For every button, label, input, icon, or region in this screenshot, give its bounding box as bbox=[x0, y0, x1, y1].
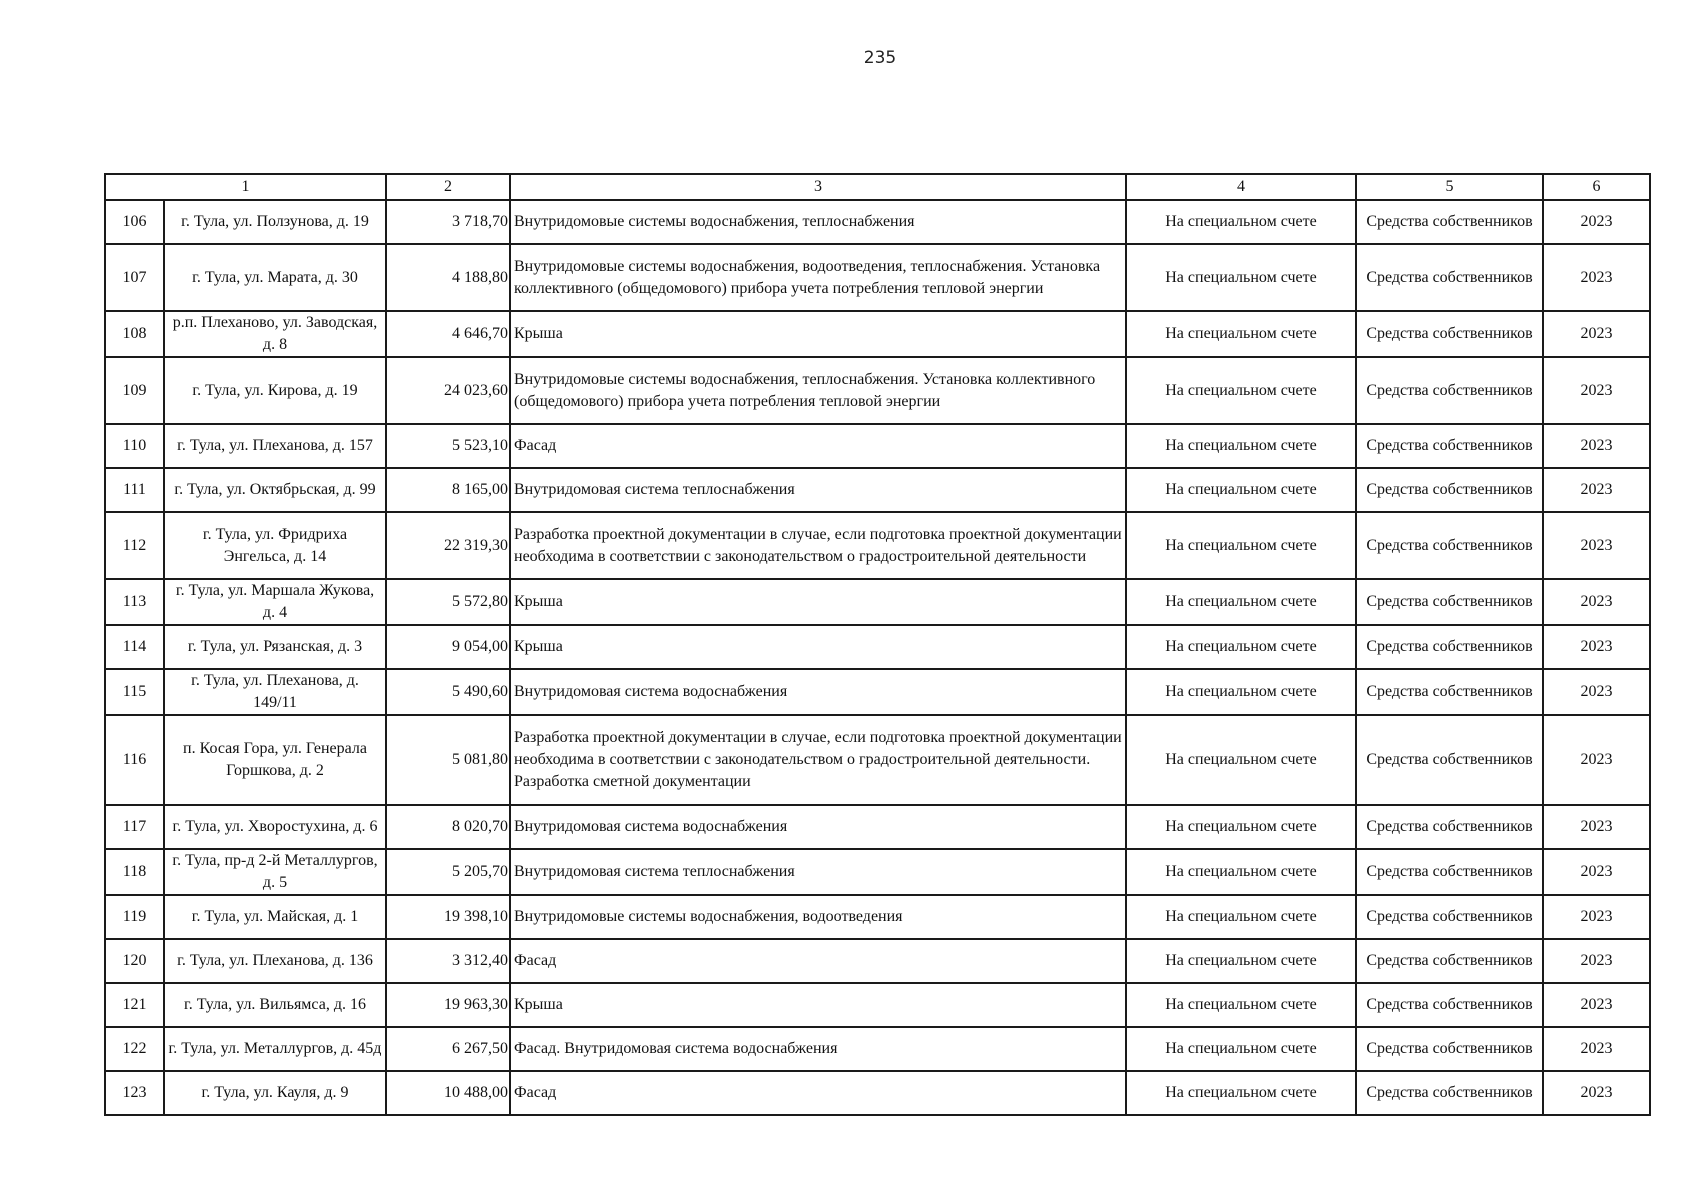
row-number: 114 bbox=[105, 625, 164, 669]
row-number: 115 bbox=[105, 669, 164, 715]
funding-source-cell: Средства собственников bbox=[1356, 311, 1543, 357]
area-cell: 10 488,00 bbox=[386, 1071, 510, 1115]
funding-source-cell: Средства собственников bbox=[1356, 1071, 1543, 1115]
year-cell: 2023 bbox=[1543, 895, 1650, 939]
funding-method-cell: На специальном счете bbox=[1126, 669, 1356, 715]
works-cell: Фасад bbox=[510, 424, 1126, 468]
funding-method-cell: На специальном счете bbox=[1126, 625, 1356, 669]
year-cell: 2023 bbox=[1543, 512, 1650, 579]
row-number: 123 bbox=[105, 1071, 164, 1115]
year-cell: 2023 bbox=[1543, 669, 1650, 715]
funding-method-cell: На специальном счете bbox=[1126, 244, 1356, 311]
works-cell: Крыша bbox=[510, 625, 1126, 669]
funding-method-cell: На специальном счете bbox=[1126, 311, 1356, 357]
funding-method-cell: На специальном счете bbox=[1126, 939, 1356, 983]
funding-source-cell: Средства собственников bbox=[1356, 424, 1543, 468]
works-cell: Крыша bbox=[510, 983, 1126, 1027]
address-cell: г. Тула, пр-д 2-й Металлургов, д. 5 bbox=[164, 849, 386, 895]
repair-schedule-table bbox=[104, 173, 1651, 1116]
table-row bbox=[105, 244, 1650, 311]
row-number: 118 bbox=[105, 849, 164, 895]
area-cell: 19 963,30 bbox=[386, 983, 510, 1027]
works-cell: Фасад bbox=[510, 1071, 1126, 1115]
address-cell: г. Тула, ул. Плеханова, д. 136 bbox=[164, 939, 386, 983]
column-header-2: 2 bbox=[386, 174, 510, 200]
year-cell: 2023 bbox=[1543, 1071, 1650, 1115]
row-number: 120 bbox=[105, 939, 164, 983]
address-cell: г. Тула, ул. Кирова, д. 19 bbox=[164, 357, 386, 424]
table-row bbox=[105, 849, 1650, 895]
column-header-5: 5 bbox=[1356, 174, 1543, 200]
funding-method-cell: На специальном счете bbox=[1126, 468, 1356, 512]
works-cell: Внутридомовая система теплоснабжения bbox=[510, 849, 1126, 895]
table-row bbox=[105, 468, 1650, 512]
area-cell: 3 312,40 bbox=[386, 939, 510, 983]
row-number: 106 bbox=[105, 200, 164, 244]
works-cell: Крыша bbox=[510, 311, 1126, 357]
year-cell: 2023 bbox=[1543, 1027, 1650, 1071]
funding-source-cell: Средства собственников bbox=[1356, 805, 1543, 849]
funding-source-cell: Средства собственников bbox=[1356, 244, 1543, 311]
funding-method-cell: На специальном счете bbox=[1126, 983, 1356, 1027]
address-cell: г. Тула, ул. Металлургов, д. 45д bbox=[164, 1027, 386, 1071]
column-header-3: 3 bbox=[510, 174, 1126, 200]
row-number: 119 bbox=[105, 895, 164, 939]
year-cell: 2023 bbox=[1543, 468, 1650, 512]
address-cell: г. Тула, ул. Рязанская, д. 3 bbox=[164, 625, 386, 669]
row-number: 121 bbox=[105, 983, 164, 1027]
address-cell: г. Тула, ул. Плеханова, д. 149/11 bbox=[164, 669, 386, 715]
works-cell: Фасад. Внутридомовая система водоснабжения bbox=[510, 1027, 1126, 1071]
table-row bbox=[105, 424, 1650, 468]
address-cell: г. Тула, ул. Маршала Жукова, д. 4 bbox=[164, 579, 386, 625]
year-cell: 2023 bbox=[1543, 579, 1650, 625]
table-row bbox=[105, 805, 1650, 849]
table-row bbox=[105, 1027, 1650, 1071]
funding-method-cell: На специальном счете bbox=[1126, 200, 1356, 244]
works-cell: Внутридомовые системы водоснабжения, теплоснабжения. Установка коллективного (общедомового) прибора учета потребления тепловой энергии bbox=[510, 357, 1126, 424]
table-row bbox=[105, 625, 1650, 669]
area-cell: 24 023,60 bbox=[386, 357, 510, 424]
funding-source-cell: Средства собственников bbox=[1356, 625, 1543, 669]
works-cell: Разработка проектной документации в случае, если подготовка проектной документации необходима в соответствии с законодательством о градостроительной деятельности. Разработка сметной документации bbox=[510, 715, 1126, 805]
funding-method-cell: На специальном счете bbox=[1126, 805, 1356, 849]
table-row bbox=[105, 579, 1650, 625]
funding-source-cell: Средства собственников bbox=[1356, 200, 1543, 244]
area-cell: 5 490,60 bbox=[386, 669, 510, 715]
funding-source-cell: Средства собственников bbox=[1356, 669, 1543, 715]
table-row bbox=[105, 512, 1650, 579]
funding-source-cell: Средства собственников bbox=[1356, 715, 1543, 805]
address-cell: р.п. Плеханово, ул. Заводская, д. 8 bbox=[164, 311, 386, 357]
address-cell: г. Тула, ул. Ползунова, д. 19 bbox=[164, 200, 386, 244]
table-row bbox=[105, 1071, 1650, 1115]
table-row bbox=[105, 895, 1650, 939]
table-row bbox=[105, 983, 1650, 1027]
works-cell: Внутридомовая система водоснабжения bbox=[510, 805, 1126, 849]
funding-source-cell: Средства собственников bbox=[1356, 849, 1543, 895]
funding-method-cell: На специальном счете bbox=[1126, 512, 1356, 579]
row-number: 113 bbox=[105, 579, 164, 625]
row-number: 108 bbox=[105, 311, 164, 357]
year-cell: 2023 bbox=[1543, 357, 1650, 424]
column-header-1: 1 bbox=[105, 174, 386, 200]
page-number: 235 bbox=[863, 48, 897, 68]
works-cell: Разработка проектной документации в случае, если подготовка проектной документации необходима в соответствии с законодательством о градостроительной деятельности bbox=[510, 512, 1126, 579]
works-cell: Фасад bbox=[510, 939, 1126, 983]
area-cell: 4 646,70 bbox=[386, 311, 510, 357]
area-cell: 5 205,70 bbox=[386, 849, 510, 895]
year-cell: 2023 bbox=[1543, 200, 1650, 244]
row-number: 111 bbox=[105, 468, 164, 512]
row-number: 112 bbox=[105, 512, 164, 579]
table-row bbox=[105, 311, 1650, 357]
funding-method-cell: На специальном счете bbox=[1126, 579, 1356, 625]
year-cell: 2023 bbox=[1543, 625, 1650, 669]
works-cell: Крыша bbox=[510, 579, 1126, 625]
year-cell: 2023 bbox=[1543, 805, 1650, 849]
column-number-row bbox=[105, 174, 1650, 200]
table-row bbox=[105, 357, 1650, 424]
year-cell: 2023 bbox=[1543, 983, 1650, 1027]
funding-source-cell: Средства собственников bbox=[1356, 895, 1543, 939]
area-cell: 5 523,10 bbox=[386, 424, 510, 468]
area-cell: 9 054,00 bbox=[386, 625, 510, 669]
funding-source-cell: Средства собственников bbox=[1356, 579, 1543, 625]
area-cell: 4 188,80 bbox=[386, 244, 510, 311]
table-row bbox=[105, 715, 1650, 805]
column-header-6: 6 bbox=[1543, 174, 1650, 200]
area-cell: 5 081,80 bbox=[386, 715, 510, 805]
table-body bbox=[105, 174, 1650, 1115]
funding-method-cell: На специальном счете bbox=[1126, 357, 1356, 424]
funding-method-cell: На специальном счете bbox=[1126, 1071, 1356, 1115]
area-cell: 3 718,70 bbox=[386, 200, 510, 244]
row-number: 109 bbox=[105, 357, 164, 424]
table-row bbox=[105, 669, 1650, 715]
area-cell: 8 165,00 bbox=[386, 468, 510, 512]
address-cell: г. Тула, ул. Октябрьская, д. 99 bbox=[164, 468, 386, 512]
year-cell: 2023 bbox=[1543, 849, 1650, 895]
funding-source-cell: Средства собственников bbox=[1356, 939, 1543, 983]
area-cell: 19 398,10 bbox=[386, 895, 510, 939]
address-cell: г. Тула, ул. Хворостухина, д. 6 bbox=[164, 805, 386, 849]
table-row bbox=[105, 939, 1650, 983]
address-cell: г. Тула, ул. Кауля, д. 9 bbox=[164, 1071, 386, 1115]
funding-method-cell: На специальном счете bbox=[1126, 895, 1356, 939]
area-cell: 6 267,50 bbox=[386, 1027, 510, 1071]
address-cell: п. Косая Гора, ул. Генерала Горшкова, д. 2 bbox=[164, 715, 386, 805]
address-cell: г. Тула, ул. Фридриха Энгельса, д. 14 bbox=[164, 512, 386, 579]
works-cell: Внутридомовая система теплоснабжения bbox=[510, 468, 1126, 512]
area-cell: 22 319,30 bbox=[386, 512, 510, 579]
funding-source-cell: Средства собственников bbox=[1356, 1027, 1543, 1071]
works-cell: Внутридомовые системы водоснабжения, водоотведения, теплоснабжения. Установка коллективного (общедомового) прибора учета потребления тепловой энергии bbox=[510, 244, 1126, 311]
works-cell: Внутридомовая система водоснабжения bbox=[510, 669, 1126, 715]
funding-method-cell: На специальном счете bbox=[1126, 715, 1356, 805]
year-cell: 2023 bbox=[1543, 244, 1650, 311]
works-cell: Внутридомовые системы водоснабжения, теплоснабжения bbox=[510, 200, 1126, 244]
year-cell: 2023 bbox=[1543, 715, 1650, 805]
row-number: 110 bbox=[105, 424, 164, 468]
row-number: 116 bbox=[105, 715, 164, 805]
funding-source-cell: Средства собственников bbox=[1356, 983, 1543, 1027]
area-cell: 5 572,80 bbox=[386, 579, 510, 625]
address-cell: г. Тула, ул. Марата, д. 30 bbox=[164, 244, 386, 311]
year-cell: 2023 bbox=[1543, 311, 1650, 357]
funding-source-cell: Средства собственников bbox=[1356, 357, 1543, 424]
funding-method-cell: На специальном счете bbox=[1126, 849, 1356, 895]
funding-source-cell: Средства собственников bbox=[1356, 468, 1543, 512]
table-row bbox=[105, 200, 1650, 244]
works-cell: Внутридомовые системы водоснабжения, водоотведения bbox=[510, 895, 1126, 939]
funding-method-cell: На специальном счете bbox=[1126, 424, 1356, 468]
funding-method-cell: На специальном счете bbox=[1126, 1027, 1356, 1071]
column-header-4: 4 bbox=[1126, 174, 1356, 200]
address-cell: г. Тула, ул. Майская, д. 1 bbox=[164, 895, 386, 939]
year-cell: 2023 bbox=[1543, 424, 1650, 468]
address-cell: г. Тула, ул. Вильямса, д. 16 bbox=[164, 983, 386, 1027]
row-number: 122 bbox=[105, 1027, 164, 1071]
year-cell: 2023 bbox=[1543, 939, 1650, 983]
row-number: 117 bbox=[105, 805, 164, 849]
area-cell: 8 020,70 bbox=[386, 805, 510, 849]
row-number: 107 bbox=[105, 244, 164, 311]
funding-source-cell: Средства собственников bbox=[1356, 512, 1543, 579]
address-cell: г. Тула, ул. Плеханова, д. 157 bbox=[164, 424, 386, 468]
